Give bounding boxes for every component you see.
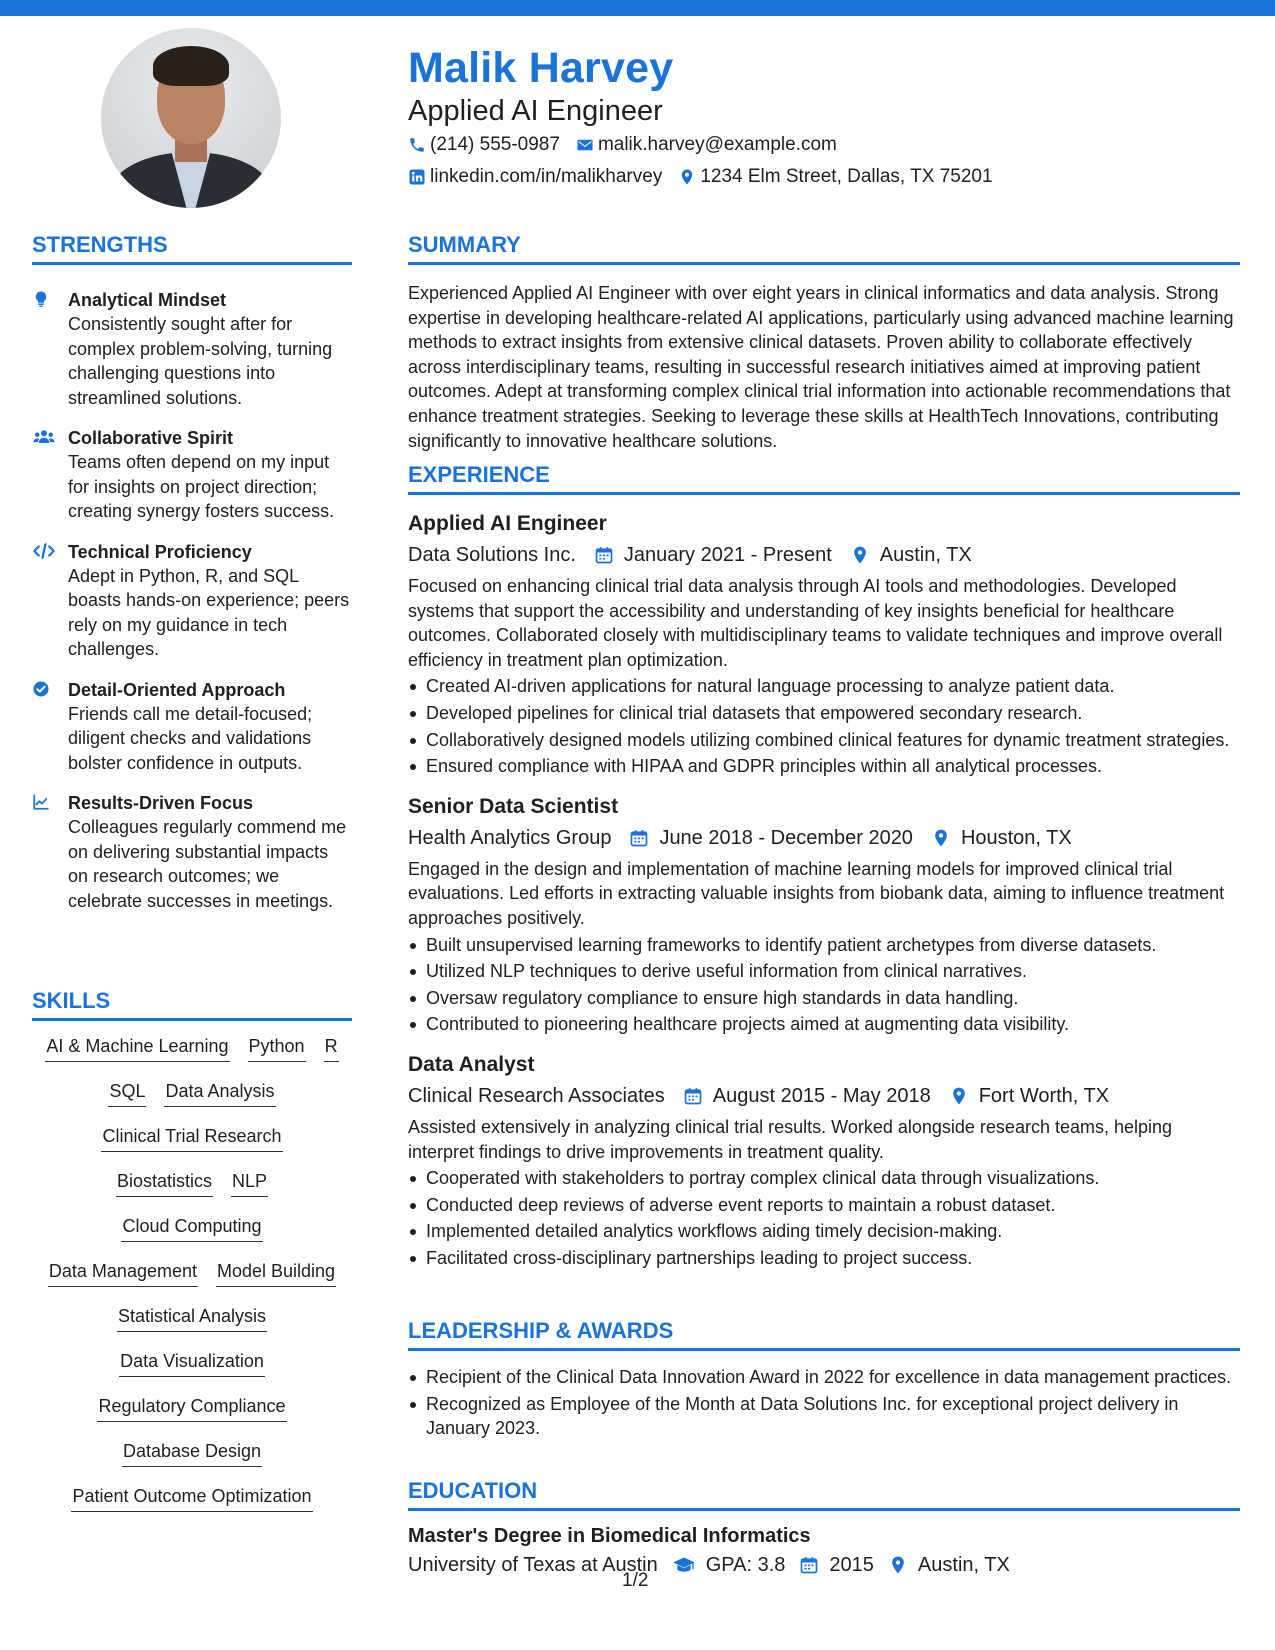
skill-tag: Cloud Computing bbox=[121, 1214, 262, 1242]
skill-tag: SQL bbox=[108, 1079, 146, 1107]
job-bullet: Conducted deep reviews of adverse event reports to maintain a robust dataset. bbox=[408, 1193, 1240, 1218]
linkedin-contact bbox=[408, 166, 662, 188]
chart-line-icon bbox=[32, 793, 50, 811]
skill-tag: Data Analysis bbox=[164, 1079, 275, 1107]
skill-row bbox=[32, 1034, 352, 1079]
map-pin-icon bbox=[678, 168, 696, 186]
job-description: Engaged in the design and implementation of machine learning models for improved clinical trial evaluations. Led efforts in extracting valuable insights from biobank data, aiming to influence treatment approaches positively. bbox=[408, 858, 1225, 928]
awards-heading: LEADERSHIP & AWARDS bbox=[408, 1318, 1240, 1351]
skill-tag: Patient Outcome Optimization bbox=[71, 1484, 312, 1512]
summary-text: Experienced Applied AI Engineer with over eight years in clinical informatics and data analysis. Strong expertise in developing healthcare-related AI applications, particularly using advanced machine learning methods to extract insights from extensive clinical datasets. Proven ability to collaborate effectively across interdisciplinary teams, resulting in successful research initiatives aimed at improving patient outcomes. Adept at transforming complex clinical trial information into actionable recommendations that enhance treatment strategies. Seeking to leverage these skills at HealthTech Innovations, contributing significantly to innovative healthcare solutions. bbox=[408, 283, 1234, 451]
strength-desc: Teams often depend on my input for insights on project direction; creating synergy fosters success. bbox=[68, 452, 335, 521]
strengths-list bbox=[32, 288, 352, 929]
job-bullet: Built unsupervised learning frameworks to identify patient archetypes from diverse datasets. bbox=[408, 933, 1240, 958]
job-company: Clinical Research Associates bbox=[408, 1084, 665, 1107]
linkedin-text[interactable]: linkedin.com/in/malikharvey bbox=[430, 166, 663, 187]
education-meta bbox=[408, 1551, 1240, 1579]
skill-row bbox=[32, 1394, 352, 1439]
skills-list bbox=[32, 1034, 352, 1529]
job-dates: January 2021 - Present bbox=[623, 544, 832, 566]
job-bullet: Ensured compliance with HIPAA and GDPR principles within all analytical processes. bbox=[408, 754, 1240, 779]
profile-photo bbox=[101, 28, 281, 208]
degree-title: Master's Degree in Biomedical Informatics bbox=[408, 1525, 811, 1547]
job-entry bbox=[408, 510, 1240, 779]
strength-item bbox=[32, 288, 352, 410]
lightbulb-icon bbox=[32, 290, 50, 308]
skill-row bbox=[32, 1439, 352, 1484]
skill-tag: Python bbox=[248, 1034, 306, 1062]
page-number: 1/2 bbox=[622, 1570, 649, 1591]
job-bullets bbox=[408, 933, 1240, 1037]
job-bullet: Implemented detailed analytics workflows aiding timely decision-making. bbox=[408, 1219, 1240, 1244]
education-heading: EDUCATION bbox=[408, 1478, 1240, 1511]
job-entry bbox=[408, 793, 1240, 1037]
skills-heading: SKILLS bbox=[32, 988, 352, 1021]
strength-title: Results-Driven Focus bbox=[68, 793, 254, 813]
linkedin-icon bbox=[408, 168, 426, 186]
skill-tag: Database Design bbox=[122, 1439, 262, 1467]
job-meta bbox=[408, 1082, 1240, 1110]
phone-text: (214) 555-0987 bbox=[430, 134, 560, 155]
job-bullet: Oversaw regulatory compliance to ensure high standards in data handling. bbox=[408, 986, 1240, 1011]
gpa-text: GPA: 3.8 bbox=[705, 1554, 786, 1576]
calendar-icon bbox=[683, 1086, 703, 1106]
award-item: Recognized as Employee of the Month at Data Solutions Inc. for exceptional project delivery in January 2023. bbox=[408, 1392, 1240, 1441]
address-text: 1234 Elm Street, Dallas, TX 75201 bbox=[700, 166, 993, 187]
job-description: Focused on enhancing clinical trial data analysis through AI tools and methodologies. Developed systems that support the accessibility and understanding of key insights beneficial for healthcare outcomes. Collaborated closely with multidisciplinary teams to validate techniques and improve overall efficiency in treatment plan optimization. bbox=[408, 576, 1223, 670]
summary-heading: SUMMARY bbox=[408, 232, 1240, 265]
skill-tag: Clinical Trial Research bbox=[101, 1124, 282, 1152]
skill-row bbox=[32, 1349, 352, 1394]
map-pin-icon bbox=[888, 1555, 908, 1575]
candidate-name: Malik Harvey bbox=[408, 44, 674, 92]
calendar-icon bbox=[799, 1555, 819, 1575]
job-location: Houston, TX bbox=[960, 826, 1072, 849]
strength-title: Technical Proficiency bbox=[68, 541, 252, 562]
users-icon bbox=[32, 428, 56, 446]
strength-item bbox=[32, 678, 352, 776]
map-pin-icon bbox=[949, 1086, 969, 1106]
job-bullet: Created AI-driven applications for natural language processing to analyze patient data. bbox=[408, 674, 1240, 699]
strength-title: Analytical Mindset bbox=[68, 290, 227, 310]
skill-tag: NLP bbox=[231, 1169, 268, 1197]
skill-row bbox=[32, 1259, 352, 1304]
education-year: 2015 bbox=[829, 1554, 874, 1576]
education-location: Austin, TX bbox=[917, 1554, 1010, 1576]
job-dates: August 2015 - May 2018 bbox=[712, 1084, 931, 1107]
job-location: Austin, TX bbox=[879, 544, 972, 566]
job-bullets bbox=[408, 1166, 1240, 1270]
skill-row bbox=[32, 1214, 352, 1259]
job-bullet: Facilitated cross-disciplinary partnerships leading to project success. bbox=[408, 1246, 1240, 1271]
job-bullet: Collaboratively designed models utilizing combined clinical features for dynamic treatment strategies. bbox=[408, 728, 1240, 753]
email-text[interactable]: malik.harvey@example.com bbox=[597, 134, 837, 155]
job-entry bbox=[408, 1051, 1240, 1271]
job-bullets bbox=[408, 674, 1240, 778]
strength-desc: Friends call me detail-focused; diligent checks and validations bolster confidence in outputs. bbox=[68, 703, 313, 773]
calendar-icon bbox=[629, 828, 649, 848]
skill-row bbox=[32, 1079, 352, 1124]
skill-tag: R bbox=[324, 1034, 339, 1062]
job-bullet: Developed pipelines for clinical trial datasets that empowered secondary research. bbox=[408, 701, 1240, 726]
strength-item bbox=[32, 426, 352, 524]
check-circle-icon bbox=[32, 680, 50, 698]
skill-row bbox=[32, 1169, 352, 1214]
job-bullet: Cooperated with stakeholders to portray complex clinical data through visualizations. bbox=[408, 1166, 1240, 1191]
skill-row bbox=[32, 1304, 352, 1349]
job-company: Data Solutions Inc. bbox=[408, 544, 576, 566]
candidate-title: Applied AI Engineer bbox=[408, 95, 663, 127]
strength-desc: Adept in Python, R, and SQL boasts hands-on experience; peers rely on my guidance in tech challenges. bbox=[68, 565, 350, 659]
job-title: Senior Data Scientist bbox=[408, 794, 619, 818]
top-accent-bar bbox=[0, 0, 1275, 16]
education-entry bbox=[408, 1523, 1240, 1579]
job-title: Applied AI Engineer bbox=[408, 512, 607, 535]
phone-contact bbox=[408, 134, 560, 156]
experience-list bbox=[408, 510, 1240, 1284]
job-location: Fort Worth, TX bbox=[978, 1084, 1110, 1107]
calendar-icon bbox=[594, 545, 614, 565]
strength-desc: Consistently sought after for complex problem-solving, turning challenging questions into streamlined solutions. bbox=[68, 314, 333, 408]
awards-list bbox=[408, 1363, 1240, 1441]
envelope-icon bbox=[576, 136, 594, 154]
skill-tag: Model Building bbox=[216, 1259, 336, 1287]
strength-title: Collaborative Spirit bbox=[68, 428, 234, 448]
phone-icon bbox=[408, 136, 426, 154]
job-dates: June 2018 - December 2020 bbox=[659, 826, 913, 849]
skill-row bbox=[32, 1124, 352, 1169]
job-company: Health Analytics Group bbox=[408, 826, 612, 849]
strength-item bbox=[32, 791, 352, 913]
strengths-heading: STRENGTHS bbox=[32, 232, 352, 265]
contact-row-1 bbox=[408, 134, 853, 156]
skill-tag: AI & Machine Learning bbox=[45, 1034, 229, 1062]
map-pin-icon bbox=[850, 545, 870, 565]
skill-tag: Statistical Analysis bbox=[117, 1304, 267, 1332]
school-name: University of Texas at Austin bbox=[408, 1554, 658, 1576]
map-pin-icon bbox=[931, 828, 951, 848]
skill-tag: Biostatistics bbox=[116, 1169, 213, 1197]
job-description: Assisted extensively in analyzing clinical trial results. Worked alongside research teams, helping interpret findings to drive improvements in treatment quality. bbox=[408, 1116, 1173, 1162]
job-meta bbox=[408, 541, 1240, 569]
skill-tag: Regulatory Compliance bbox=[97, 1394, 286, 1422]
strength-item bbox=[32, 540, 352, 662]
code-icon bbox=[32, 542, 56, 560]
job-title: Data Analyst bbox=[408, 1052, 535, 1076]
award-item: Recipient of the Clinical Data Innovation Award in 2022 for excellence in data management practices. bbox=[408, 1365, 1240, 1390]
skill-row bbox=[32, 1484, 352, 1529]
graduation-cap-icon bbox=[672, 1555, 696, 1575]
job-bullet: Contributed to pioneering healthcare projects aimed at augmenting data visibility. bbox=[408, 1012, 1240, 1037]
job-bullet: Utilized NLP techniques to derive useful information from clinical narratives. bbox=[408, 959, 1240, 984]
skill-tag: Data Visualization bbox=[119, 1349, 265, 1377]
strength-desc: Colleagues regularly commend me on delivering substantial impacts on research outcomes; we celebrate successes in meetings. bbox=[68, 817, 347, 911]
job-meta bbox=[408, 824, 1240, 852]
strength-title: Detail-Oriented Approach bbox=[68, 679, 286, 700]
experience-heading: EXPERIENCE bbox=[408, 462, 1240, 495]
contact-row-2 bbox=[408, 166, 1009, 188]
skill-tag: Data Management bbox=[48, 1259, 198, 1287]
address-contact bbox=[678, 166, 992, 188]
email-contact bbox=[576, 134, 837, 156]
